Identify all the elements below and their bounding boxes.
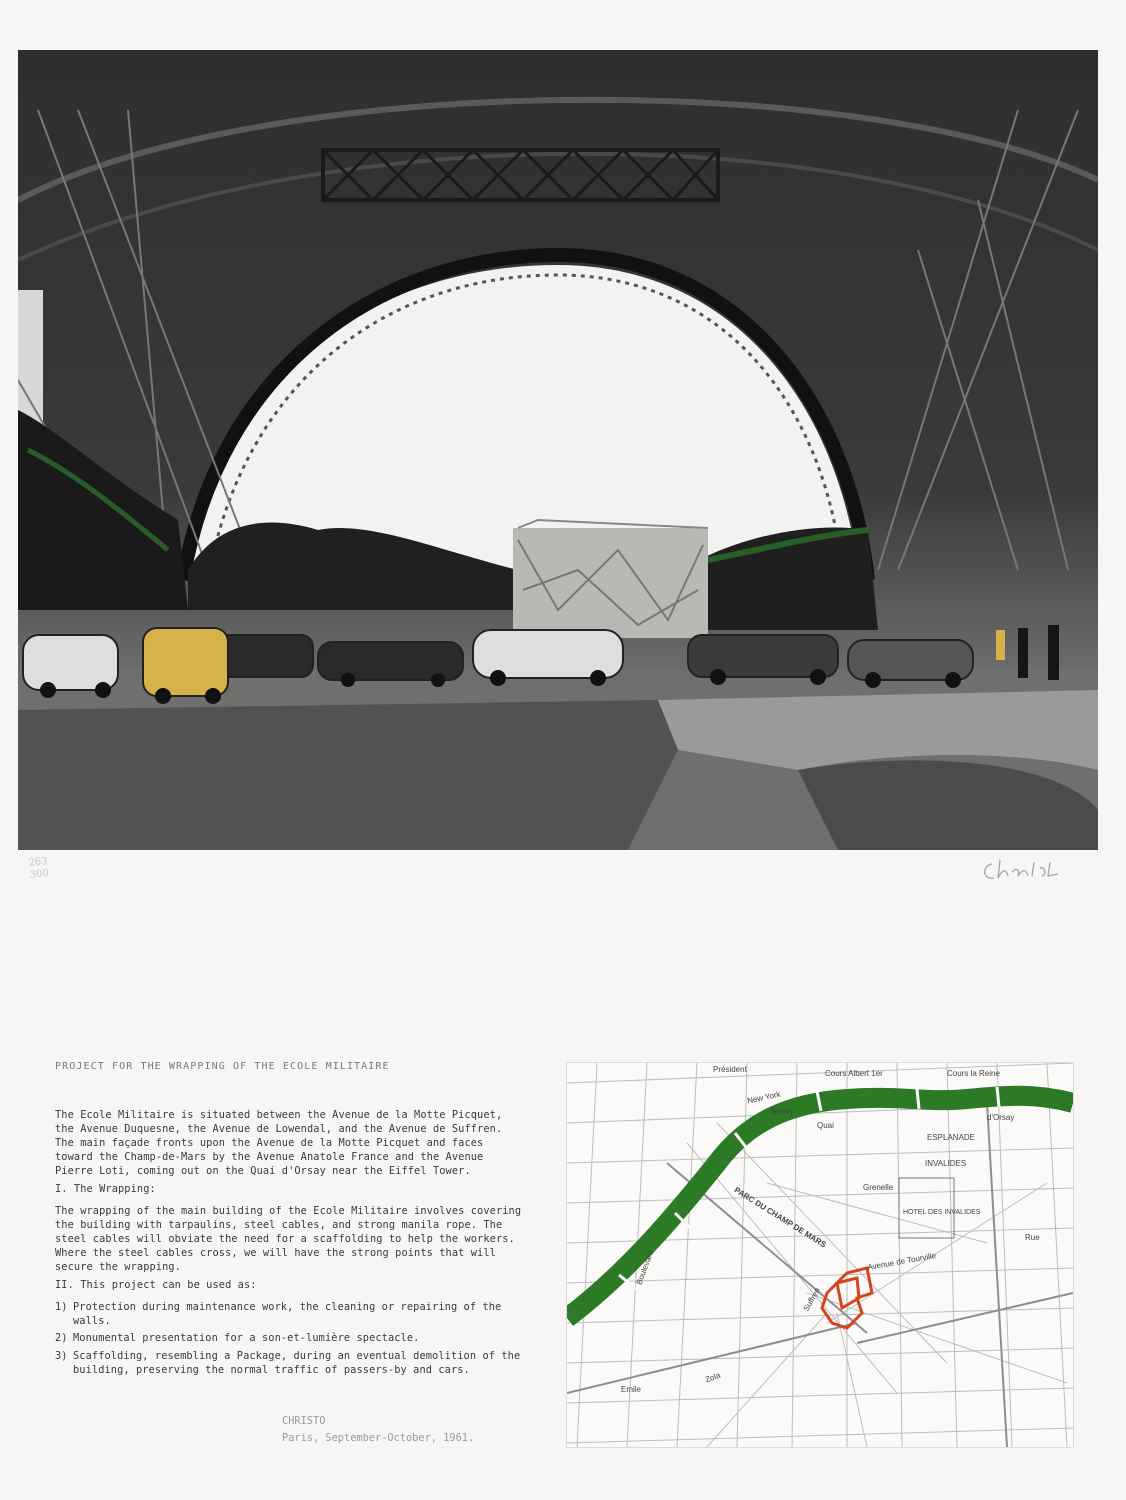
use-item-1 xyxy=(55,1300,525,1328)
section-wrapping-heading: I. The Wrapping: xyxy=(55,1182,156,1195)
map-label-emile: Emile xyxy=(621,1385,642,1394)
intro-paragraph: The Ecole Militaire is situated between the Avenue de la Motte Picquet, the Avenue Duquesne, the Avenue de Lowendal, and the Avenue de Suffren. The main façade fronts upon the Avenue de la Motte Picquet and faces toward the Champ-de-Mars by the Avenue Anatole France and the Avenue Pierre Loti, coming out on the Quai d'Orsay near the Eiffel Tower. xyxy=(55,1109,503,1178)
map-label-cours-la-reine: Cours la Reine xyxy=(947,1069,1000,1078)
section-uses-heading: II. This project can be used as: xyxy=(55,1279,257,1292)
map-label-new-york: New York xyxy=(746,1089,782,1106)
map-label-cours-albert: Cours Albert 1er xyxy=(825,1069,883,1078)
use-item-number: 3) xyxy=(55,1349,68,1362)
map-label-invalides: INVALIDES xyxy=(925,1159,967,1168)
map-label-tourville: Avenue de Tourville xyxy=(866,1251,937,1272)
edition-number xyxy=(28,856,49,882)
edition-copy: 263 xyxy=(28,856,49,869)
use-item-text: Scaffolding, resembling a Package, during an eventual demolition of the building, preserving the normal traffic of passers-by and cars. xyxy=(73,1349,521,1376)
use-item-text: Protection during maintenance work, the cleaning or repairing of the walls. xyxy=(73,1301,502,1328)
author-name: CHRISTO xyxy=(282,1415,326,1427)
map-label-hotel-invalides: HOTEL DES INVALIDES xyxy=(903,1209,981,1216)
use-item-text: Monumental presentation for a son-et-lumière spectacle. xyxy=(73,1332,420,1345)
eiffel-tower-photograph xyxy=(18,50,1098,850)
map-label-boulevard: Boulevard xyxy=(634,1249,656,1286)
use-item-number: 2) xyxy=(55,1332,68,1345)
map-label-esplanade: ESPLANADE xyxy=(927,1133,976,1142)
project-title: PROJECT FOR THE WRAPPING OF THE ECOLE MILITAIRE xyxy=(55,1061,390,1072)
photo-illustration xyxy=(18,50,1098,850)
map-label-parc: PARC DU CHAMP DE MARS xyxy=(732,1185,828,1250)
map-label-president: Président xyxy=(713,1065,747,1074)
map-label-rue: Rue xyxy=(1025,1233,1040,1242)
use-item-3 xyxy=(55,1349,525,1377)
map-label-orsay: d'Orsay xyxy=(987,1113,1015,1122)
map-label-quai: Quai xyxy=(817,1121,834,1130)
project-text xyxy=(55,1060,525,1380)
map-label-branly: Branly xyxy=(771,1107,794,1116)
use-item-2 xyxy=(55,1331,525,1345)
section-wrapping-body: The wrapping of the main building of the Ecole Militaire involves covering the building with tarpaulins, steel cables, and strong manila rope. The steel cables will obviate the need for a scaffolding to help the workers. Where the steel cables cross, we will have the strong points that will secure the wrapping. xyxy=(55,1204,522,1274)
use-item-number: 1) xyxy=(55,1301,68,1314)
place-date: Paris, September-October, 1961. xyxy=(282,1432,475,1444)
paris-street-map xyxy=(566,1062,1074,1448)
credit-block xyxy=(282,1413,474,1447)
map-label-zola: Zola xyxy=(703,1370,722,1385)
artist-signature xyxy=(978,854,1078,886)
map-label-grenelle: Grenelle xyxy=(863,1183,894,1192)
edition-total: 300 xyxy=(29,867,50,881)
map-label-suffren: Suffren xyxy=(801,1286,823,1313)
